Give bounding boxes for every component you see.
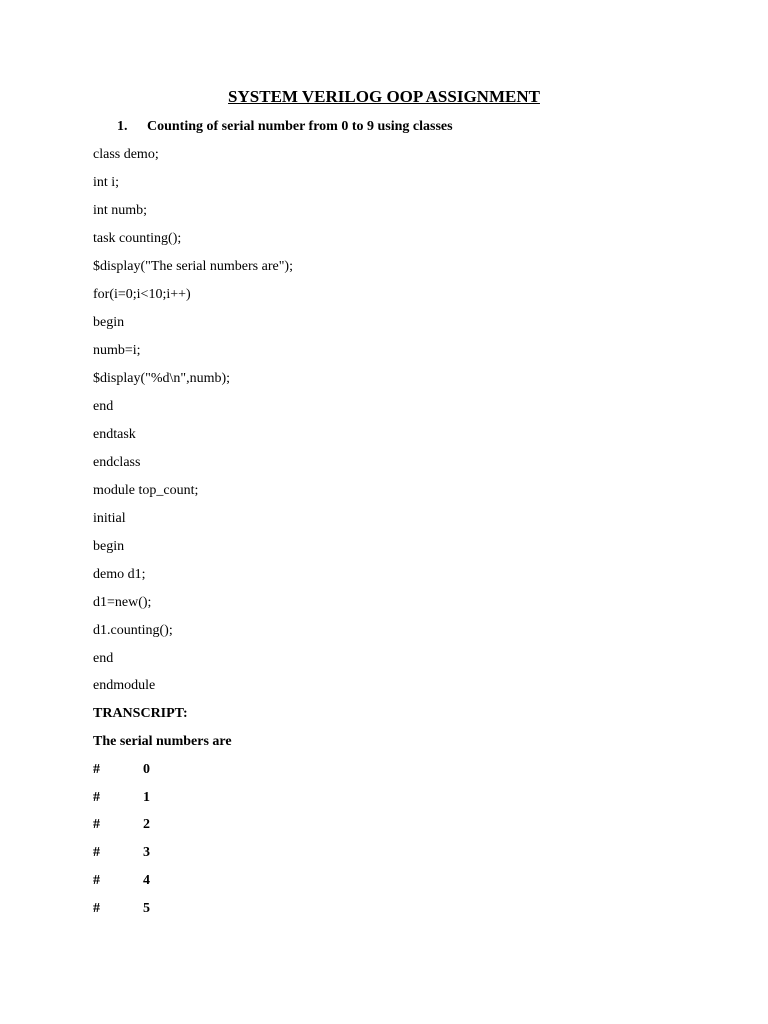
code-line: endclass: [93, 455, 141, 470]
code-line: numb=i;: [93, 343, 141, 358]
section-number: 1.: [117, 119, 128, 134]
code-line: begin: [93, 539, 125, 554]
transcript-value: 2: [143, 817, 150, 832]
transcript-value: 1: [143, 790, 150, 805]
code-line: $display("%d\n",numb);: [93, 371, 231, 386]
transcript-mark: #: [93, 790, 100, 805]
code-line: initial: [93, 511, 126, 526]
transcript-mark: #: [93, 845, 100, 860]
code-line: d1=new();: [93, 595, 152, 610]
code-line: d1.counting();: [93, 623, 173, 638]
transcript-mark: #: [93, 873, 100, 888]
transcript-row: [93, 871, 150, 891]
page-title: SYSTEM VERILOG OOP ASSIGNMENT: [228, 87, 540, 106]
code-line: end: [93, 651, 114, 666]
transcript-value: 0: [143, 762, 150, 777]
transcript-mark: #: [93, 817, 100, 832]
transcript-row: [93, 815, 150, 835]
transcript-value: 5: [143, 901, 150, 916]
transcript-row: [93, 899, 150, 919]
code-line: module top_count;: [93, 483, 199, 498]
code-line: task counting();: [93, 231, 182, 246]
code-line: class demo;: [93, 147, 159, 162]
section-heading: [117, 117, 453, 137]
section-heading-text: Counting of serial number from 0 to 9 using classes: [147, 119, 453, 134]
transcript-row: [93, 788, 150, 808]
transcript-row: [93, 843, 150, 863]
code-line: endtask: [93, 427, 136, 442]
transcript-value: 4: [143, 873, 150, 888]
transcript-mark: #: [93, 901, 100, 916]
code-line: int numb;: [93, 203, 148, 218]
transcript-row: [93, 760, 150, 780]
transcript-value: 3: [143, 845, 150, 860]
code-line: for(i=0;i<10;i++): [93, 287, 191, 302]
code-line: int i;: [93, 175, 120, 190]
code-line: begin: [93, 315, 125, 330]
transcript-intro: The serial numbers are: [93, 734, 232, 749]
code-line: end: [93, 399, 114, 414]
code-line: $display("The serial numbers are");: [93, 259, 293, 274]
code-line: endmodule: [93, 678, 156, 693]
transcript-mark: #: [93, 762, 100, 777]
code-line: demo d1;: [93, 567, 146, 582]
transcript-label: TRANSCRIPT:: [93, 706, 188, 721]
